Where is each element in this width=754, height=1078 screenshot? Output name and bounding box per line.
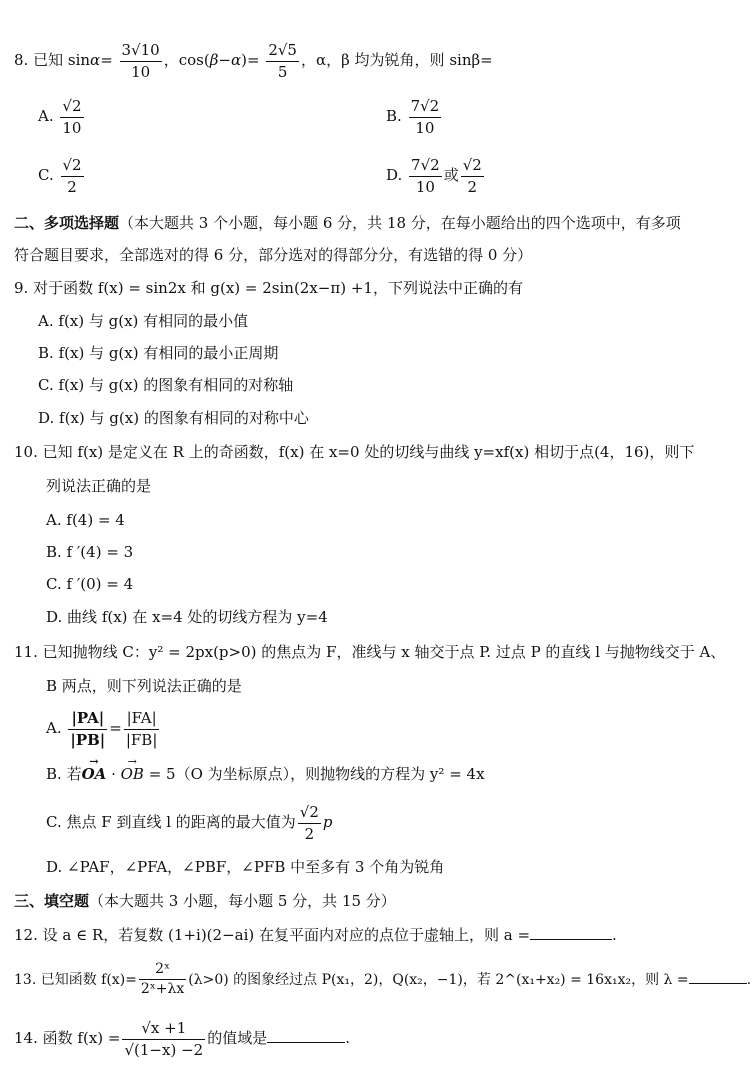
q8-sin-fraction: $\frac{3√10}{10}$	[121, 41, 160, 81]
q11-option-b[interactable]: B. 若→ OA · → OB = 5（O 为坐标原点），则抛物线的方程为 y² = 4x	[46, 767, 485, 782]
q9-option-c[interactable]: C. f(x) 与 g(x) 的图象有相同的对称轴	[38, 376, 294, 394]
q8-stem: 8. 已知 sinα= $\frac{3√10}{10}$ ，cos(β−α)= $\frac{2√5}{5}$ ，α，β 均为锐角，则 sinβ=	[14, 41, 493, 81]
q14-stem: 14. 函数 f(x) = $\frac{√x +1}{√(1-x) -2}$ 的值域是 .	[14, 1019, 350, 1059]
section2-desc: 符合题目要求，全部选对的得 6 分，部分选对的得部分分，有选错的得 0 分）	[14, 246, 533, 264]
q10-stem-line2: 列说法正确的是	[46, 477, 152, 495]
q10-option-d[interactable]: D. 曲线 f(x) 在 x=4 处的切线方程为 y=4	[46, 608, 328, 626]
q8-option-d[interactable]: D. $\frac{7√2}{10}$ 或 $\frac{√2}{2}$	[386, 156, 482, 196]
q11-stem-line2: B 两点，则下列说法正确的是	[46, 677, 242, 695]
section3-heading: 三、填空题（本大题共 3 小题，每小题 5 分，共 15 分）	[14, 892, 396, 910]
q9-stem: 9. 对于函数 f(x) = sin2x 和 g(x) = 2sin(2x−π) +1，下列说法中正确的有	[14, 279, 523, 297]
q11-option-c[interactable]: C. 焦点 F 到直线 l 的距离的最大值为 $\frac{√2}{2}$ p	[46, 803, 333, 843]
q9-option-d[interactable]: D. f(x) 与 g(x) 的图象有相同的对称中心	[38, 409, 309, 427]
q10-option-c[interactable]: C. f ′(0) = 4	[46, 575, 134, 593]
q12-answer-blank[interactable]	[530, 938, 612, 940]
q8-option-c[interactable]: C. $\frac{√2}{2}$	[38, 156, 82, 196]
q10-stem-line1: 10. 已知 f(x) 是定义在 R 上的奇函数，f(x) 在 x=0 处的切线与曲线 y=xf(x) 相切于点(4，16)，则下	[14, 443, 695, 461]
section2-heading: 二、多项选择题（本大题共 3 个小题，每小题 6 分，共 18 分，在每小题给出的四个选项中，有多项	[14, 214, 681, 232]
q14-answer-blank[interactable]	[267, 1041, 345, 1043]
q13-stem: 13. 已知函数 f(x)= $\frac{\text{2ˣ}}{\text{2ˣ+λx}}$ (λ>0) 的图象经过点 P(x₁，2)，Q(x₂，−1)，若 2^(x₁+x₂) = 16x₁x₂，则 λ = .	[14, 961, 752, 998]
vector-oa: → OA	[82, 767, 107, 782]
q10-option-b[interactable]: B. f ′(4) = 3	[46, 543, 134, 561]
q8-option-b[interactable]: B. $\frac{7√2}{10}$	[386, 97, 440, 137]
q9-option-b[interactable]: B. f(x) 与 g(x) 有相同的最小正周期	[38, 344, 279, 362]
q12-stem: 12. 设 a ∈ R，若复数 (1+i)(2−ai) 在复平面内对应的点位于虚轴上，则 a = .	[14, 926, 617, 944]
vector-ob: → OB	[121, 767, 144, 782]
q9-option-a[interactable]: A. f(x) 与 g(x) 有相同的最小值	[38, 312, 249, 330]
q11-stem-line1: 11. 已知抛物线 C：y² = 2px(p>0) 的焦点为 F，准线与 x 轴交于点 P. 过点 P 的直线 l 与抛物线交于 A、	[14, 643, 726, 661]
q11-option-a[interactable]: A. $\frac{|PA|}{|PB|}$ = $\frac{|FA|}{|FB|}$	[46, 709, 158, 749]
q10-option-a[interactable]: A. f(4) = 4	[46, 511, 125, 529]
q13-answer-blank[interactable]	[689, 982, 747, 984]
q8-number: 8.	[14, 51, 29, 69]
q8-cos-fraction: $\frac{2√5}{5}$	[268, 41, 297, 81]
q11-option-d[interactable]: D. ∠PAF，∠PFA，∠PBF，∠PFB 中至多有 3 个角为锐角	[46, 858, 445, 876]
q8-option-a[interactable]: A. $\frac{√2}{10}$	[38, 97, 82, 137]
